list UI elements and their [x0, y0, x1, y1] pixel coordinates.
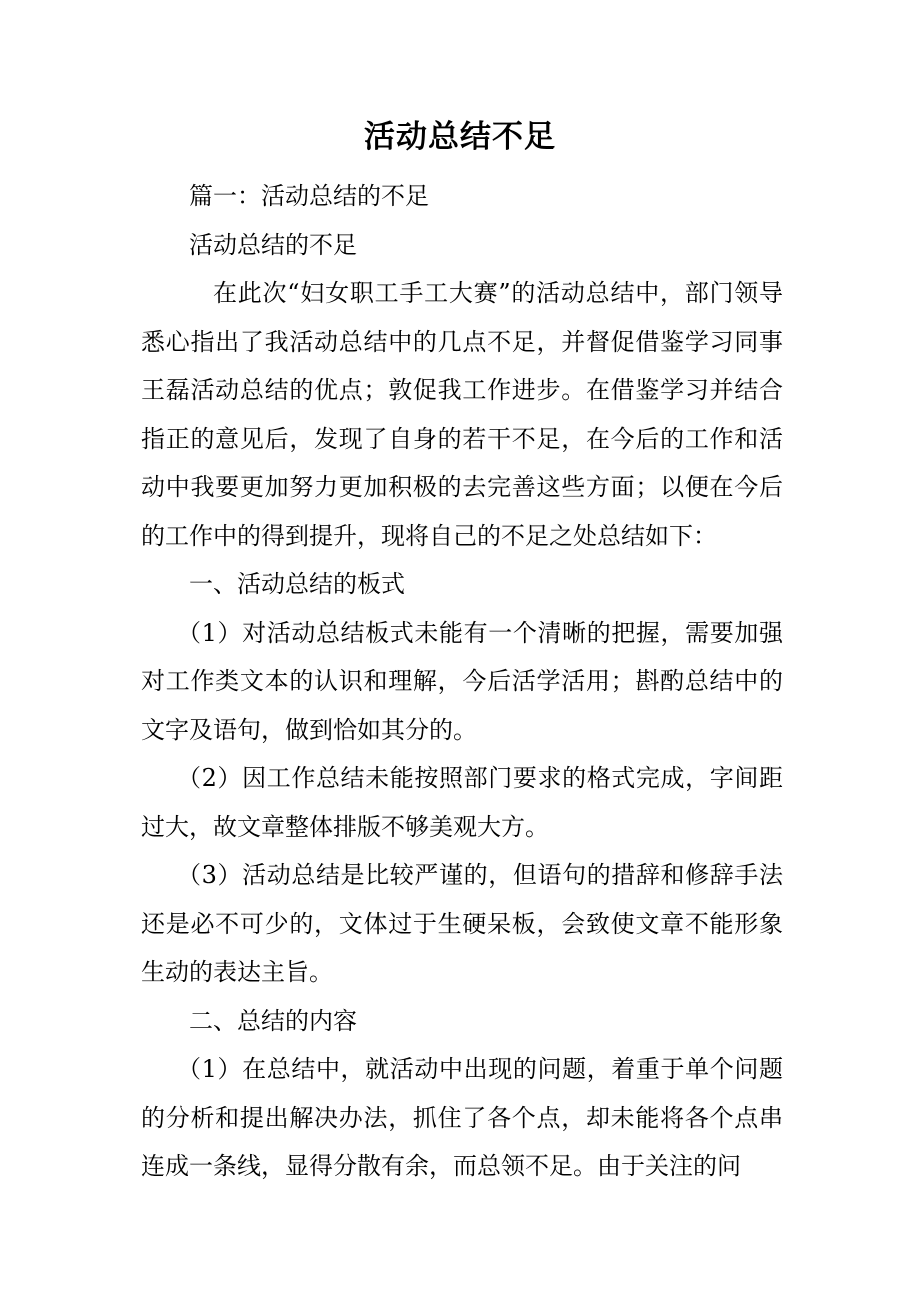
body-paragraph: （3）活动总结是比较严谨的，但语句的措辞和修辞手法还是必不可少的，文体过于生硬呆板，会致使文章不能形象生动的表达主旨。 [141, 861, 783, 986]
section-heading: 篇一：活动总结的不足 [189, 182, 429, 210]
section-heading: 二、总结的内容 [189, 1006, 357, 1035]
body-paragraph: （2）因工作总结未能按照部门要求的格式完成，字间距过大，故文章整体排版不够美观大方。 [141, 764, 783, 841]
section-heading: 一、活动总结的板式 [189, 570, 405, 598]
subheading: 活动总结的不足 [189, 230, 357, 259]
body-paragraph: （1）在总结中，就活动中出现的问题，着重于单个问题的分析和提出解决办法，抓住了各个点，却未能将各个点串连成一条线，显得分散有余，而总领不足。由于关注的问 [141, 1055, 783, 1180]
document-body [141, 172, 783, 1191]
document-title: 活动总结不足 [364, 119, 556, 155]
body-paragraph: 在此次“妇女职工手工大赛”的活动总结中，部门领导悉心指出了我活动总结中的几点不足，并督促借鉴学习同事王磊活动总结的优点；敦促我工作进步。在借鉴学习并结合指正的意见后，发现了自身的若干不足，在今后的工作和活动中我要更加努力更加积极的去完善这些方面；以便在今后的工作中的得到提升，现将自己的不足之处总结如下： [141, 279, 783, 550]
body-paragraph: （1）对活动总结板式未能有一个清晰的把握，需要加强对工作类文本的认识和理解，今后活学活用；斟酌总结中的文字及语句，做到恰如其分的。 [141, 618, 783, 744]
